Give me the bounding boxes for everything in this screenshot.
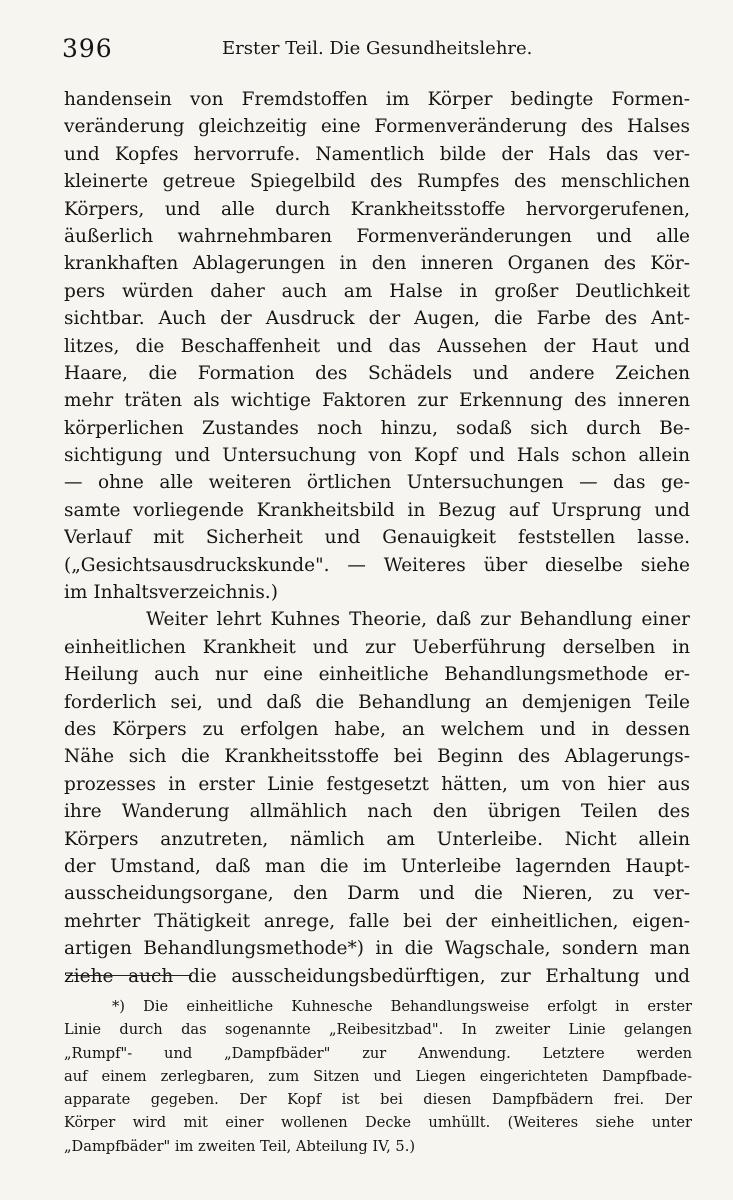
page-header — [62, 34, 691, 64]
text-line: und Kopfes hervorrufe. Namentlich bilde der Hals das ver- — [64, 143, 690, 165]
text-line: prozesses in erster Linie festgesetzt hätten, um von hier aus — [64, 773, 690, 795]
text-line: ihre Wanderung allmählich nach den übrigen Teilen des — [64, 801, 690, 823]
body-text — [64, 86, 690, 990]
text-line: mehr träten als wichtige Faktoren zur Erkennung des inneren — [64, 390, 690, 412]
footnote-line: apparate gegeben. Der Kopf ist bei diesen Dampfbädern frei. Der — [64, 1091, 692, 1109]
text-line: litzes, die Beschaffenheit und das Aussehen der Haut und — [64, 335, 690, 357]
footnote-line: „Dampfbäder" im zweiten Teil, Abteilung IV, 5.) — [64, 1137, 416, 1155]
text-line-paragraph-start: Weiter lehrt Kuhnes Theorie, daß zur Behandlung einer — [146, 609, 690, 631]
footnote-separator — [66, 975, 192, 976]
text-line: Körpers anzutreten, nämlich am Unterleibe. Nicht allein — [64, 828, 690, 850]
footnote-line: *) Die einheitliche Kuhnesche Behandlungsweise erfolgt in erster — [112, 998, 692, 1015]
running-head: Erster Teil. Die Gesundheitslehre. — [222, 38, 533, 59]
text-line: Körpers, und alle durch Krankheitsstoffe hervorgerufenen, — [64, 198, 690, 220]
text-line: — ohne alle weiteren örtlichen Untersuchungen — das ge- — [64, 472, 690, 494]
text-line: sichtigung und Untersuchung von Kopf und Hals schon allein — [64, 445, 690, 467]
text-line: pers würden daher auch am Halse in großer Deutlichkeit — [64, 280, 690, 302]
text-line: veränderung gleichzeitig eine Formenveränderung des Halses — [64, 116, 690, 138]
text-line: äußerlich wahrnehmbaren Formenveränderungen und alle — [64, 225, 690, 247]
text-line: körperlichen Zustandes noch hinzu, sodaß sich durch Be- — [64, 417, 690, 439]
footnote-line: „Rumpf"- und „Dampfbäder" zur Anwendung. Letztere werden — [64, 1044, 692, 1062]
footnote-line: auf einem zerlegbaren, zum Sitzen und Liegen eingerichteten Dampfbade- — [64, 1067, 692, 1085]
text-line: Verlauf mit Sicherheit und Genauigkeit feststellen lasse. — [64, 527, 690, 549]
text-line: der Umstand, daß man die im Unterleibe lagernden Haupt- — [64, 855, 690, 877]
text-line: („Gesichtsausdruckskunde". — Weiteres über dieselbe siehe — [64, 554, 690, 576]
text-line: Heilung auch nur eine einheitliche Behandlungsmethode er- — [64, 664, 690, 686]
text-line: ausscheidungsorgane, den Darm und die Nieren, zu ver- — [64, 883, 690, 905]
page-number: 396 — [62, 34, 113, 63]
text-line: kleinerte getreue Spiegelbild des Rumpfes des menschlichen — [64, 171, 690, 193]
text-line: forderlich sei, und daß die Behandlung an demjenigen Teile — [64, 691, 690, 713]
text-line: Nähe sich die Krankheitsstoffe bei Beginn des Ablagerungs- — [64, 746, 690, 768]
text-line: krankhaften Ablagerungen in den inneren Organen des Kör- — [64, 253, 690, 275]
text-line: einheitlichen Krankheit und zur Ueberführung derselben in — [64, 636, 690, 658]
text-line: artigen Behandlungsmethode*) in die Wagschale, sondern man — [64, 938, 690, 960]
footnote-line: Körper wird mit einer wollenen Decke umhüllt. (Weiteres siehe unter — [64, 1114, 692, 1132]
text-line: des Körpers zu erfolgen habe, an welchem und in dessen — [64, 718, 690, 740]
footnote-line: Linie durch das sogenannte „Reibesitzbad". In zweiter Linie gelangen — [64, 1021, 692, 1039]
text-line: sichtbar. Auch der Ausdruck der Augen, die Farbe des Ant- — [64, 308, 690, 330]
text-line: samte vorliegende Krankheitsbild in Bezug auf Ursprung und — [64, 499, 690, 521]
text-line: ziehe auch die ausscheidungsbedürftigen, zur Erhaltung und — [64, 965, 690, 987]
text-line: mehrter Thätigkeit anrege, falle bei der einheitlichen, eigen- — [64, 910, 690, 932]
text-line-paragraph-end: im Inhaltsverzeichnis.) — [64, 582, 278, 604]
text-line: handensein von Fremdstoffen im Körper bedingte Formen- — [64, 89, 690, 110]
footnote — [64, 995, 692, 1158]
text-line: Haare, die Formation des Schädels und andere Zeichen — [64, 362, 690, 384]
